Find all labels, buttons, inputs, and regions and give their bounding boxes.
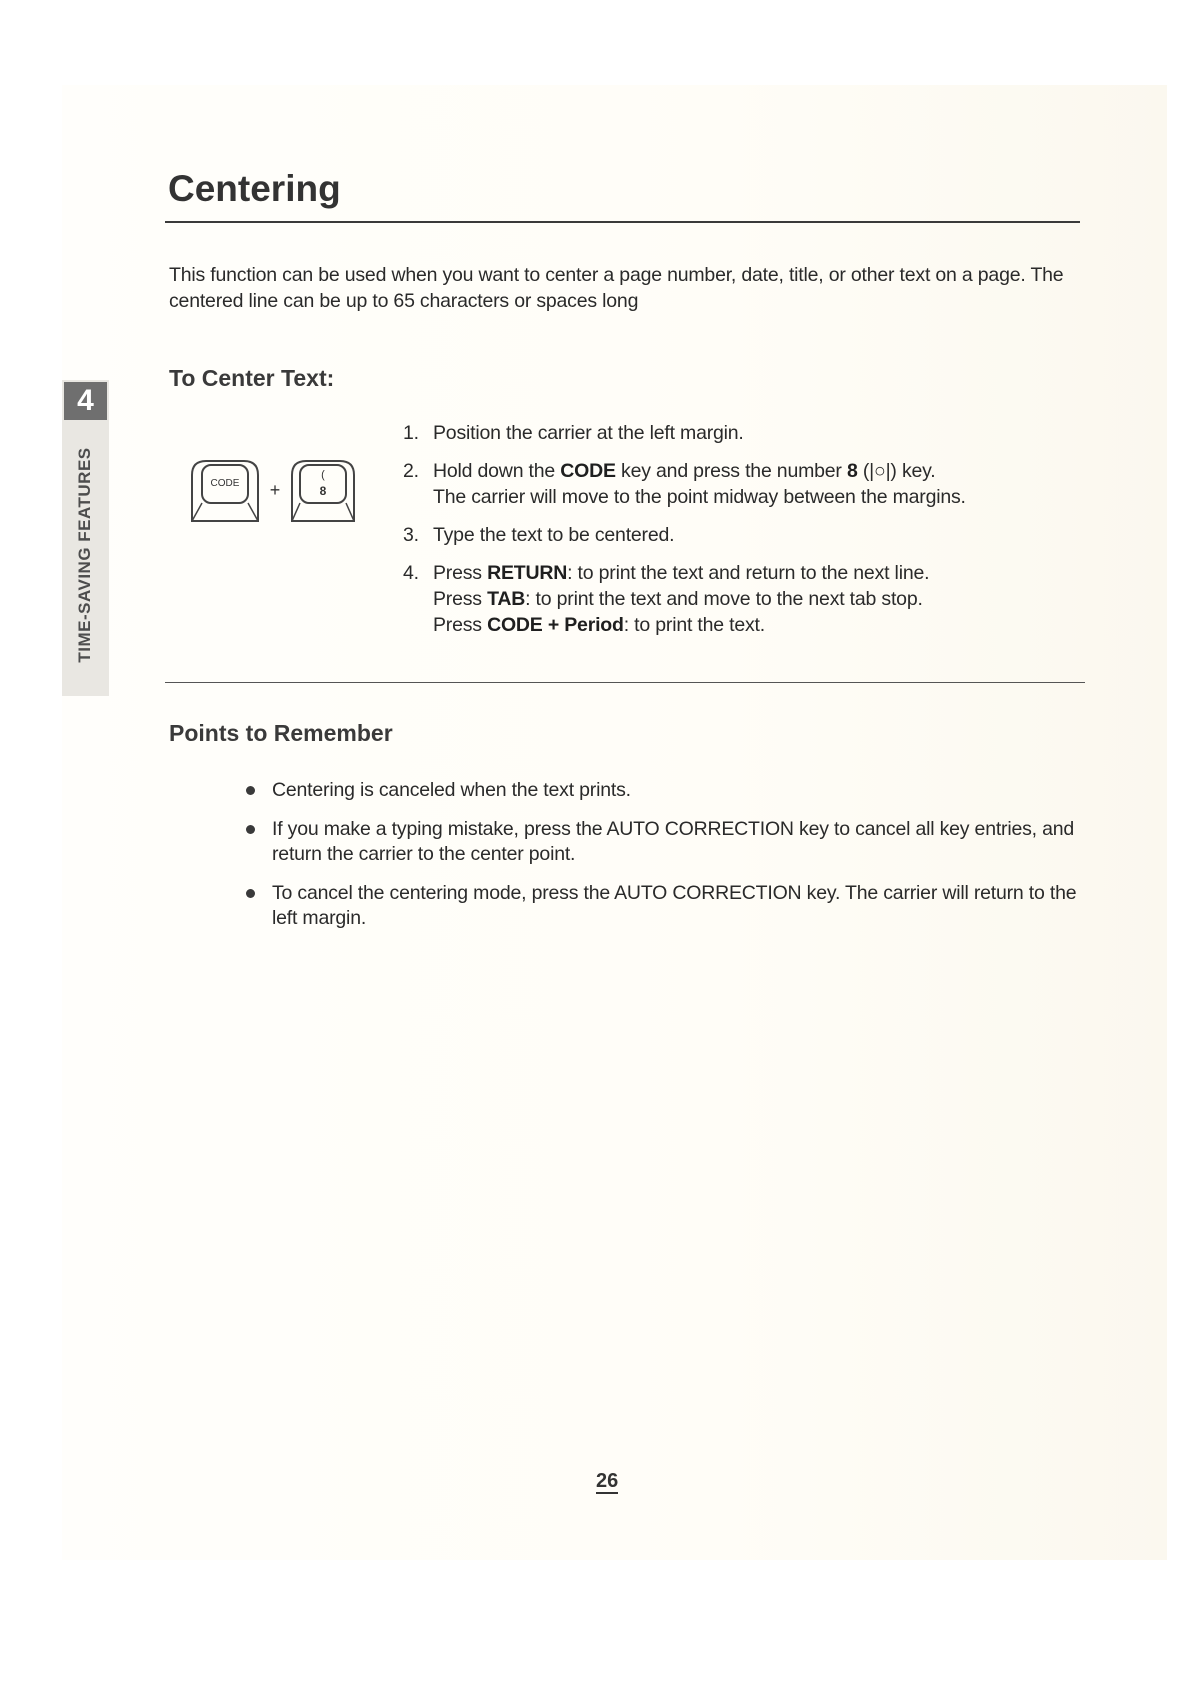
step-text-part: key and press the number — [615, 460, 847, 482]
keys-svg — [188, 457, 378, 525]
plus-sign: + — [269, 480, 281, 500]
code-key-icon — [192, 461, 258, 521]
code-period-key-name: CODE + Period — [487, 614, 624, 636]
step-text-line2: The carrier will move to the point midway between the margins. — [433, 486, 966, 508]
step-text-part: Press — [433, 588, 488, 610]
return-key-name: RETURN — [487, 562, 568, 584]
step-item — [403, 560, 1083, 638]
point-text: Centering is canceled when the text prints. — [272, 779, 631, 801]
point-text: If you make a typing mistake, press the AUTO CORRECTION key to cancel all key entries, and return the carrier to the center point. — [272, 818, 1075, 865]
page-number: 26 — [596, 1470, 619, 1492]
step-item — [403, 522, 1083, 548]
step-text-part: Hold down the — [433, 460, 561, 482]
key-8-shift-symbol: ( — [321, 469, 325, 481]
step-number: 3. — [403, 524, 419, 546]
page-title: Centering — [168, 168, 341, 209]
section-divider — [165, 682, 1085, 683]
step-text-part: (|○|) key. — [857, 460, 936, 482]
section-number-badge: 4 — [64, 382, 107, 420]
bullet-dot-icon — [246, 786, 255, 795]
tab-instruction — [433, 586, 1083, 612]
steps-list — [403, 420, 1083, 650]
points-to-remember-heading: Points to Remember — [169, 720, 393, 746]
step-text: Position the carrier at the left margin. — [433, 422, 744, 444]
step-text-part: : to print the text. — [623, 614, 765, 636]
number-key-name: 8 — [846, 460, 858, 482]
section-tab-label: TIME-SAVING FEATURES — [75, 447, 94, 663]
code-key-label: CODE — [210, 478, 240, 489]
intro-paragraph: This function can be used when you want to center a page number, date, title, or other text on a page. The centered line can be up to 65 characters or spaces long — [169, 264, 1064, 312]
code-plus-8-keys-illustration — [188, 457, 378, 525]
points-list — [244, 778, 1084, 945]
step-number: 1. — [403, 422, 419, 444]
list-item — [244, 817, 1084, 867]
step-text-part: Press — [433, 614, 488, 636]
list-item — [244, 881, 1084, 931]
step-text-part: : to print the text and move to the next tab stop. — [525, 588, 923, 610]
key-8-label: 8 — [319, 484, 327, 498]
number-8-key-icon — [292, 461, 354, 521]
step-item — [403, 458, 1083, 510]
title-divider — [165, 221, 1080, 223]
step-number: 4. — [403, 562, 419, 584]
tab-key-name: TAB — [487, 588, 526, 610]
step-item — [403, 420, 1083, 446]
step-text-part: : to print the text and return to the next line. — [567, 562, 930, 584]
bullet-dot-icon — [246, 889, 255, 898]
code-key-name: CODE — [560, 460, 616, 482]
step-text: Type the text to be centered. — [433, 524, 675, 546]
step-number: 2. — [403, 460, 419, 482]
list-item — [244, 778, 1084, 803]
return-instruction — [433, 560, 1083, 586]
point-text: To cancel the centering mode, press the AUTO CORRECTION key. The carrier will return to the left margin. — [272, 882, 1077, 929]
step-text-part: Press — [433, 562, 488, 584]
code-period-instruction — [433, 612, 1083, 638]
step-text — [433, 458, 1083, 484]
to-center-heading: To Center Text: — [169, 365, 335, 391]
bullet-dot-icon — [246, 825, 255, 834]
